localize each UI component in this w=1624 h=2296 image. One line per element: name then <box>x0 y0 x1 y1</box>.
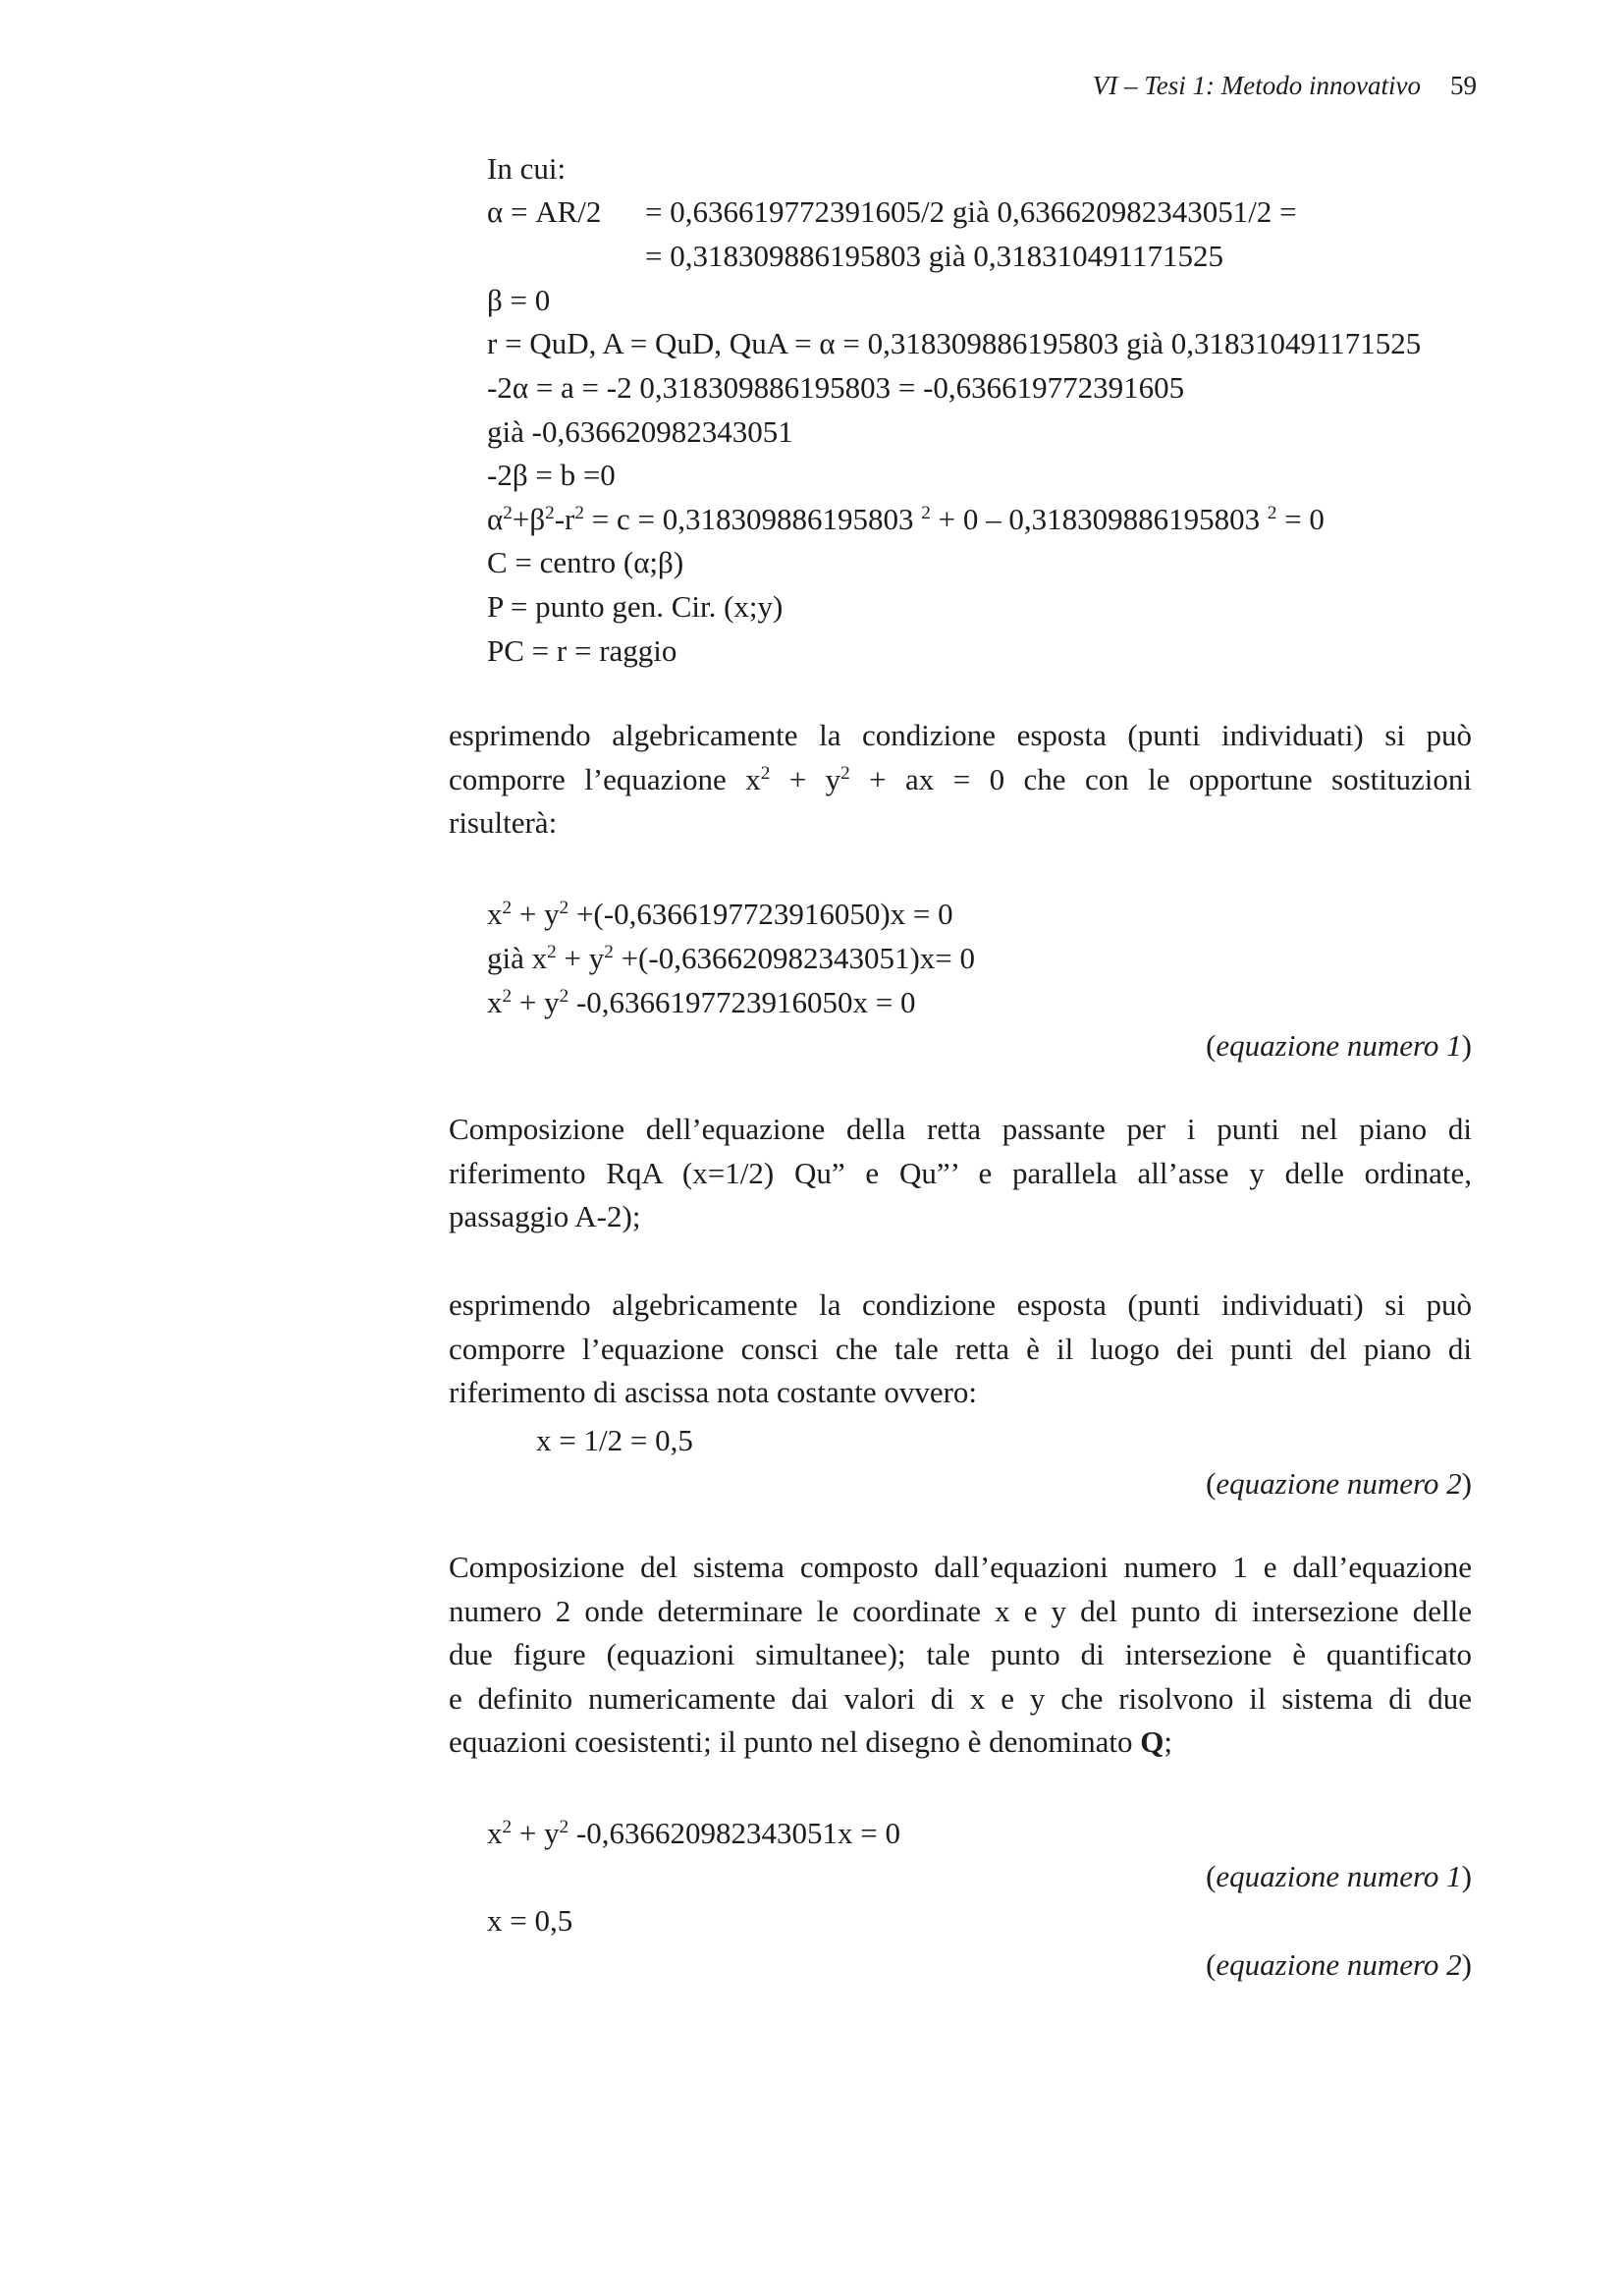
running-title: VI – Tesi 1: Metodo innovativo <box>1092 71 1421 100</box>
equation-2-label: (equazione numero 2) <box>1206 1466 1472 1501</box>
equation-1-label: (equazione numero 1) <box>1206 1028 1472 1063</box>
point-q-label: Q <box>1140 1724 1164 1760</box>
radius-label: PC = r = raggio <box>487 633 677 668</box>
paragraph-4: Composizione del sistema composto dall’equazioni numero 1 e dall’equazione numero 2 onde determinare le coordinate x e y del punto di intersezione delle due figure (equazioni simultanee); tale punto di intersezione è quantificato e definito numericamente dai valori di x e y che risolvono il sistema di due equazioni coesistenti; il punto nel disegno è denominato Q; <box>449 1550 1472 1760</box>
radius-definition: r = QuD, A = QuD, QuA = α = 0,318309886195803 già 0,318310491171525 <box>487 326 1422 360</box>
equation-1-line-2: già $x^2 + y^2 +(-0,636620982343051)x= 0$ <box>487 941 976 975</box>
point-definition: P = punto gen. Cir. (x;y) <box>487 589 784 624</box>
equation-1-line-3: $x^2 + y^2$ -0,6366197723916050x = 0 <box>487 985 916 1019</box>
system-equation-1-label: (equazione numero 1) <box>1206 1859 1472 1893</box>
alpha-value: = 0,636619772391605/2 già 0,636620982343051/2 = <box>645 194 1297 229</box>
coefficient-c: $\alpha^2+\beta^2-r^2 = c = 0,318309886195803$ $^2$ + 0 – 0,318309886195803 $^2$ = 0 <box>487 502 1325 536</box>
beta-definition: β = 0 <box>487 283 551 317</box>
system-equation-2-label: (equazione numero 2) <box>1206 1947 1472 1982</box>
paragraph-2: Composizione dell’equazione della retta passante per i punti nel piano di riferimento RqA (x=1/2) Qu” e Qu”’ e parallela all’asse y delle ordinate, passaggio A-2); <box>449 1112 1472 1234</box>
paragraph-3: esprimendo algebricamente la condizione esposta (punti individuati) si può comporre l’equazione consci che tale retta è il luogo dei punti del piano di riferimento di ascissa nota costante ovvero: <box>449 1287 1472 1410</box>
system-equation-2: x = 0,5 <box>487 1903 573 1938</box>
running-header <box>1093 71 1477 101</box>
center-definition: C = centro (α;β) <box>487 545 684 579</box>
paragraph-1: esprimendo algebricamente la condizione esposta (punti individuati) si può comporre l’equazione $x^2 + y^2$ + ax = 0 che con le opportune sostituzioni risulterà: <box>449 718 1472 841</box>
alpha-value-continued: = 0,318309886195803 già 0,318310491171525 <box>645 239 1223 273</box>
system-equation-1: $x^2 + y^2$ -0,636620982343051x = 0 <box>487 1816 901 1850</box>
page-number: 59 <box>1450 71 1477 100</box>
equation-2-line: x = 1/2 = 0,5 <box>536 1423 693 1457</box>
equation-1-line-1: $x^2 + y^2 +(-0,6366197723916050)x = 0$ <box>487 897 953 931</box>
in-cui-label: In cui: <box>487 151 567 186</box>
coefficient-a-gia: già -0,636620982343051 <box>487 414 793 449</box>
alpha-definition: α = AR/2 <box>487 194 602 229</box>
coefficient-b: -2β = b =0 <box>487 458 616 492</box>
coefficient-a: -2α = a = -2 0,318309886195803 = -0,636619772391605 <box>487 370 1185 405</box>
